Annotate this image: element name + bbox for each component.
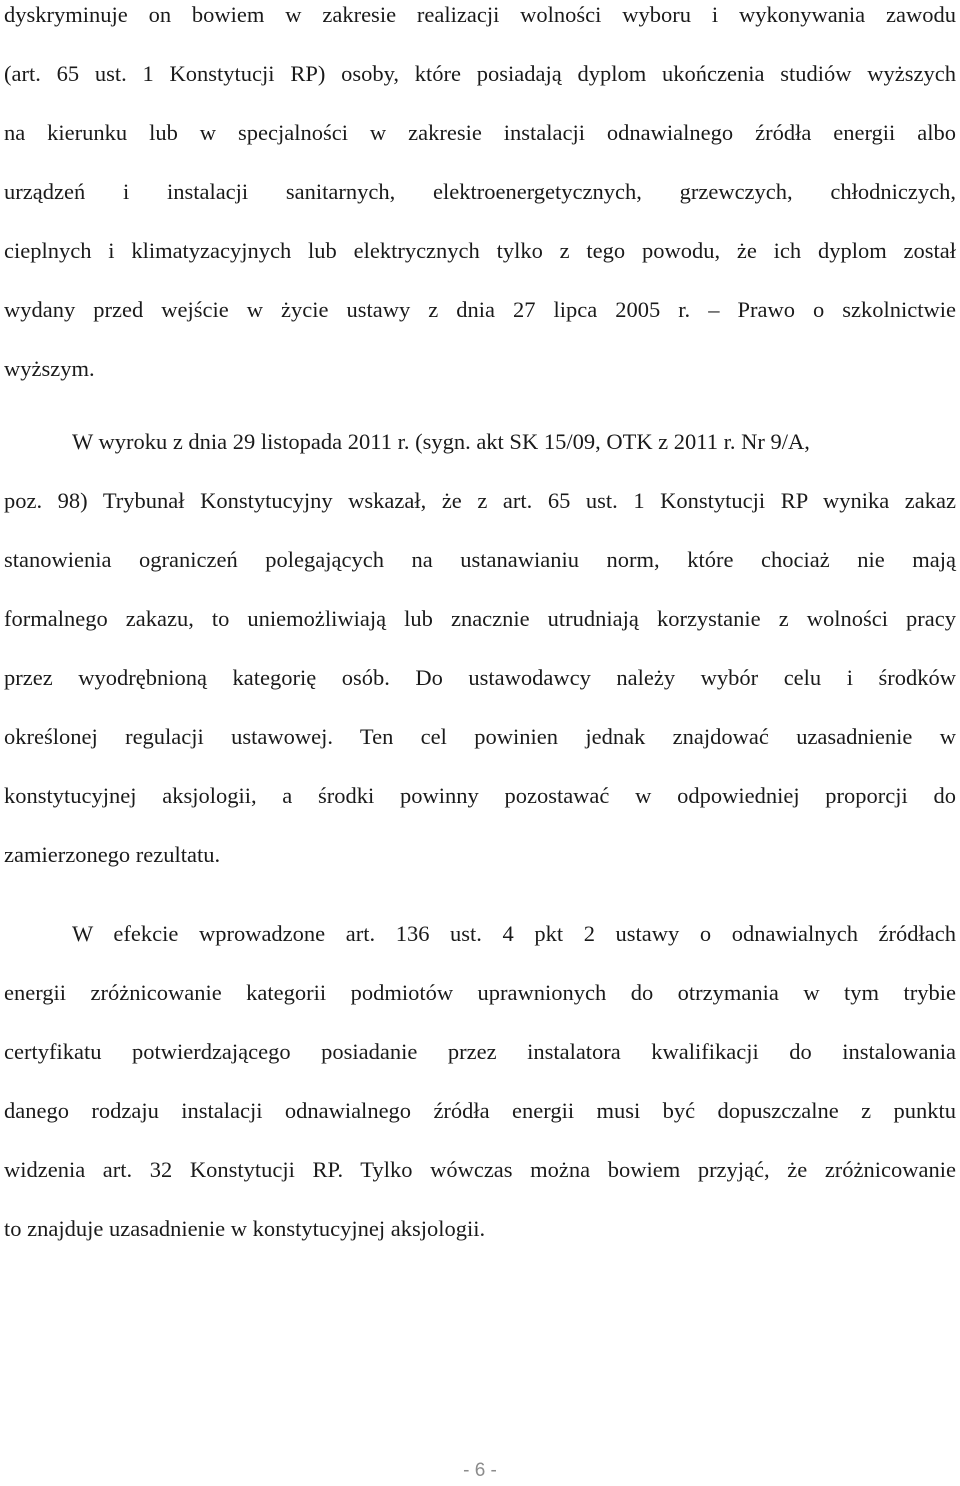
text-line: widzenia art. 32 Konstytucji RP. Tylko wówczas można bowiem przyjąć, że zróżnicowanie [4, 1157, 956, 1182]
text-line: cieplnych i klimatyzacyjnych lub elektrycznych tylko z tego powodu, że ich dyplom został [4, 238, 956, 263]
text-line: zamierzonego rezultatu. [4, 842, 221, 867]
text-line: certyfikatu potwierdzającego posiadanie przez instalatora kwalifikacji do instalowania [4, 1039, 956, 1064]
text-line: formalnego zakazu, to uniemożliwiają lub znacznie utrudniają korzystanie z wolności pracy [4, 606, 956, 631]
text-line: na kierunku lub w specjalności w zakresie instalacji odnawialnego źródła energii albo [4, 120, 956, 145]
paragraph-first-line: W efekcie wprowadzone art. 136 ust. 4 pkt 2 ustawy o odnawialnych źródłach [72, 921, 956, 946]
text-line: energii zróżnicowanie kategorii podmiotów uprawnionych do otrzymania w tym trybie [4, 980, 956, 1005]
paragraph-first-line: W wyroku z dnia 29 listopada 2011 r. (sygn. akt SK 15/09, OTK z 2011 r. Nr 9/A, [72, 429, 810, 454]
text-line: dyskryminuje on bowiem w zakresie realizacji wolności wyboru i wykonywania zawodu [4, 2, 956, 27]
text-line: urządzeń i instalacji sanitarnych, elektroenergetycznych, grzewczych, chłodniczych, [4, 179, 956, 204]
text-line: wyższym. [4, 356, 95, 381]
text-line: konstytucyjnej aksjologii, a środki powinny pozostawać w odpowiedniej proporcji do [4, 783, 956, 808]
text-line: (art. 65 ust. 1 Konstytucji RP) osoby, które posiadają dyplom ukończenia studiów wyższych [4, 61, 956, 86]
text-line: poz. 98) Trybunał Konstytucyjny wskazał, że z art. 65 ust. 1 Konstytucji RP wynika zakaz [4, 488, 956, 513]
page-number: - 6 - [463, 1460, 497, 1481]
text-line: przez wyodrębnioną kategorię osób. Do ustawodawcy należy wybór celu i środków [4, 665, 956, 690]
text-line: wydany przed wejście w życie ustawy z dnia 27 lipca 2005 r. – Prawo o szkolnictwie [4, 297, 956, 322]
text-line: danego rodzaju instalacji odnawialnego źródła energii musi być dopuszczalne z punktu [4, 1098, 956, 1123]
text-line: to znajduje uzasadnienie w konstytucyjnej aksjologii. [4, 1216, 486, 1241]
text-line: stanowienia ograniczeń polegających na ustanawianiu norm, które chociaż nie mają [4, 547, 956, 572]
text-line: określonej regulacji ustawowej. Ten cel powinien jednak znajdować uzasadnienie w [4, 724, 956, 749]
